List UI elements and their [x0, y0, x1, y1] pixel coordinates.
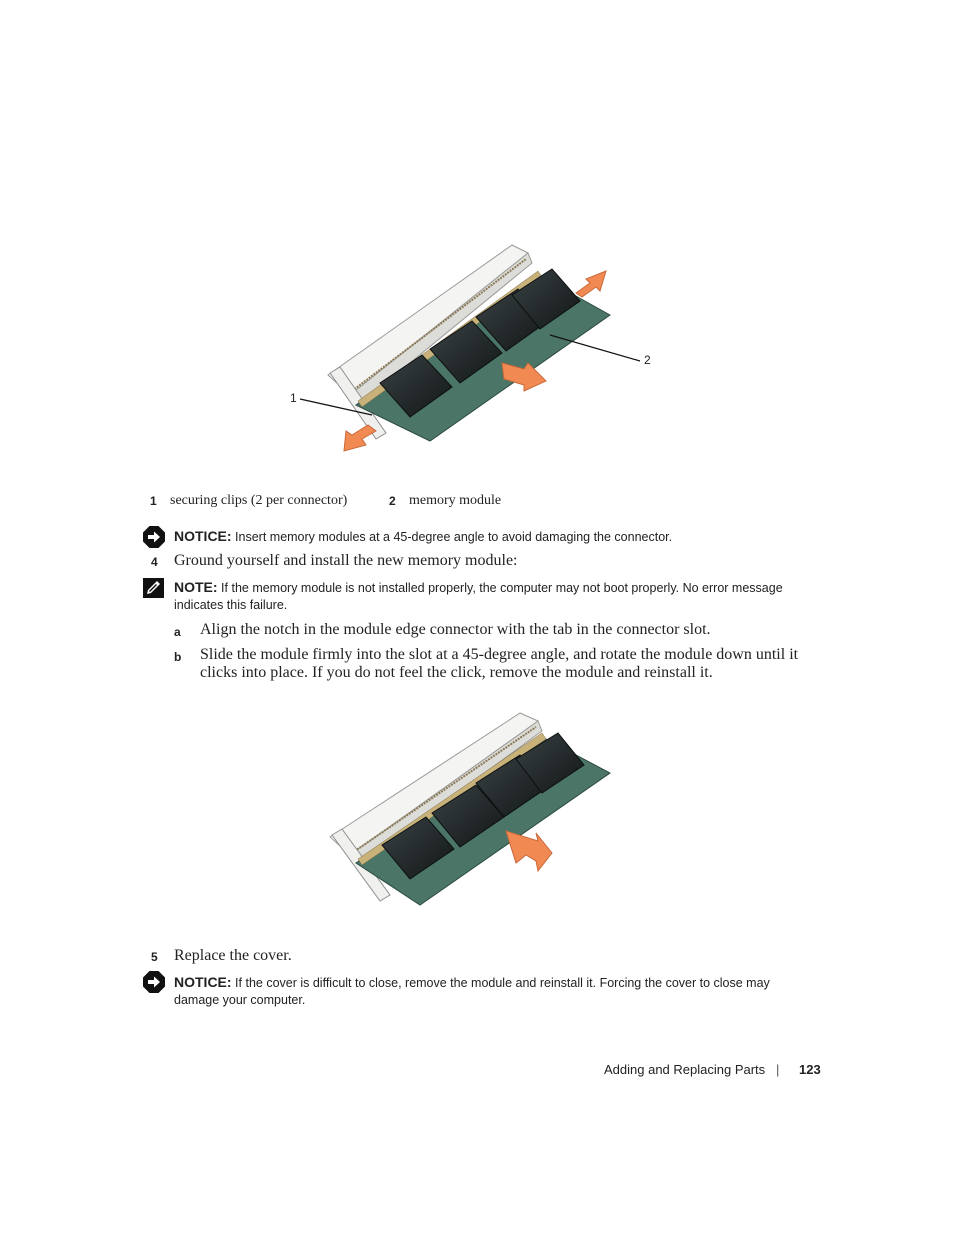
callout-1: 1	[290, 391, 297, 405]
substep-letter-a: a	[174, 625, 181, 639]
notice-2-text-line1: If the cover is difficult to close, remove the module and reinstall it. Forcing the cover to close may	[235, 976, 770, 990]
note-pencil-icon	[143, 578, 164, 598]
substep-text-a: Align the notch in the module edge connector with the tab in the connector slot.	[200, 621, 711, 638]
legend-num-1: 1	[150, 494, 157, 508]
memory-module-drawing-2	[320, 705, 620, 940]
notice-icon-2	[143, 971, 165, 993]
substep-letter-b: b	[174, 650, 182, 664]
notice-2-label: NOTICE:	[174, 974, 232, 990]
step-number-4: 4	[151, 555, 158, 569]
note-label: NOTE:	[174, 579, 218, 595]
notice-icon	[143, 526, 165, 548]
step-text-5: Replace the cover.	[174, 947, 292, 964]
notice-cover-close	[174, 974, 814, 1009]
callout-2: 2	[644, 353, 651, 367]
footer-section-title: Adding and Replacing Parts	[604, 1062, 766, 1077]
notice-text: Insert memory modules at a 45-degree angle to avoid damaging the connector.	[235, 530, 673, 544]
step-number-5: 5	[151, 950, 158, 964]
footer-page-number: 123	[799, 1062, 821, 1077]
substep-text-b-line2: clicks into place. If you do not feel the click, remove the module and reinstall it.	[200, 664, 713, 681]
legend-text-1: securing clips (2 per connector)	[170, 493, 348, 508]
note-module-install	[174, 579, 814, 614]
note-text-line2: indicates this failure.	[174, 598, 288, 612]
step-text-4: Ground yourself and install the new memory module:	[174, 552, 518, 569]
notice-label: NOTICE:	[174, 528, 232, 544]
notice-2-text-line2: damage your computer.	[174, 993, 306, 1007]
substep-text-b	[200, 646, 810, 682]
memory-removal-illustration	[280, 235, 680, 465]
notice-insert-angle	[174, 528, 814, 546]
substep-text-b-line1: Slide the module firmly into the slot at a 45-degree angle, and rotate the module down until it	[200, 646, 799, 663]
note-text-line1: If the memory module is not installed properly, the computer may not boot properly. No error message	[221, 581, 783, 595]
footer-separator: |	[776, 1062, 780, 1077]
legend-text-2: memory module	[409, 493, 502, 508]
memory-module-drawing-1	[280, 235, 680, 465]
memory-install-illustration	[320, 705, 620, 940]
legend-num-2: 2	[389, 494, 396, 508]
